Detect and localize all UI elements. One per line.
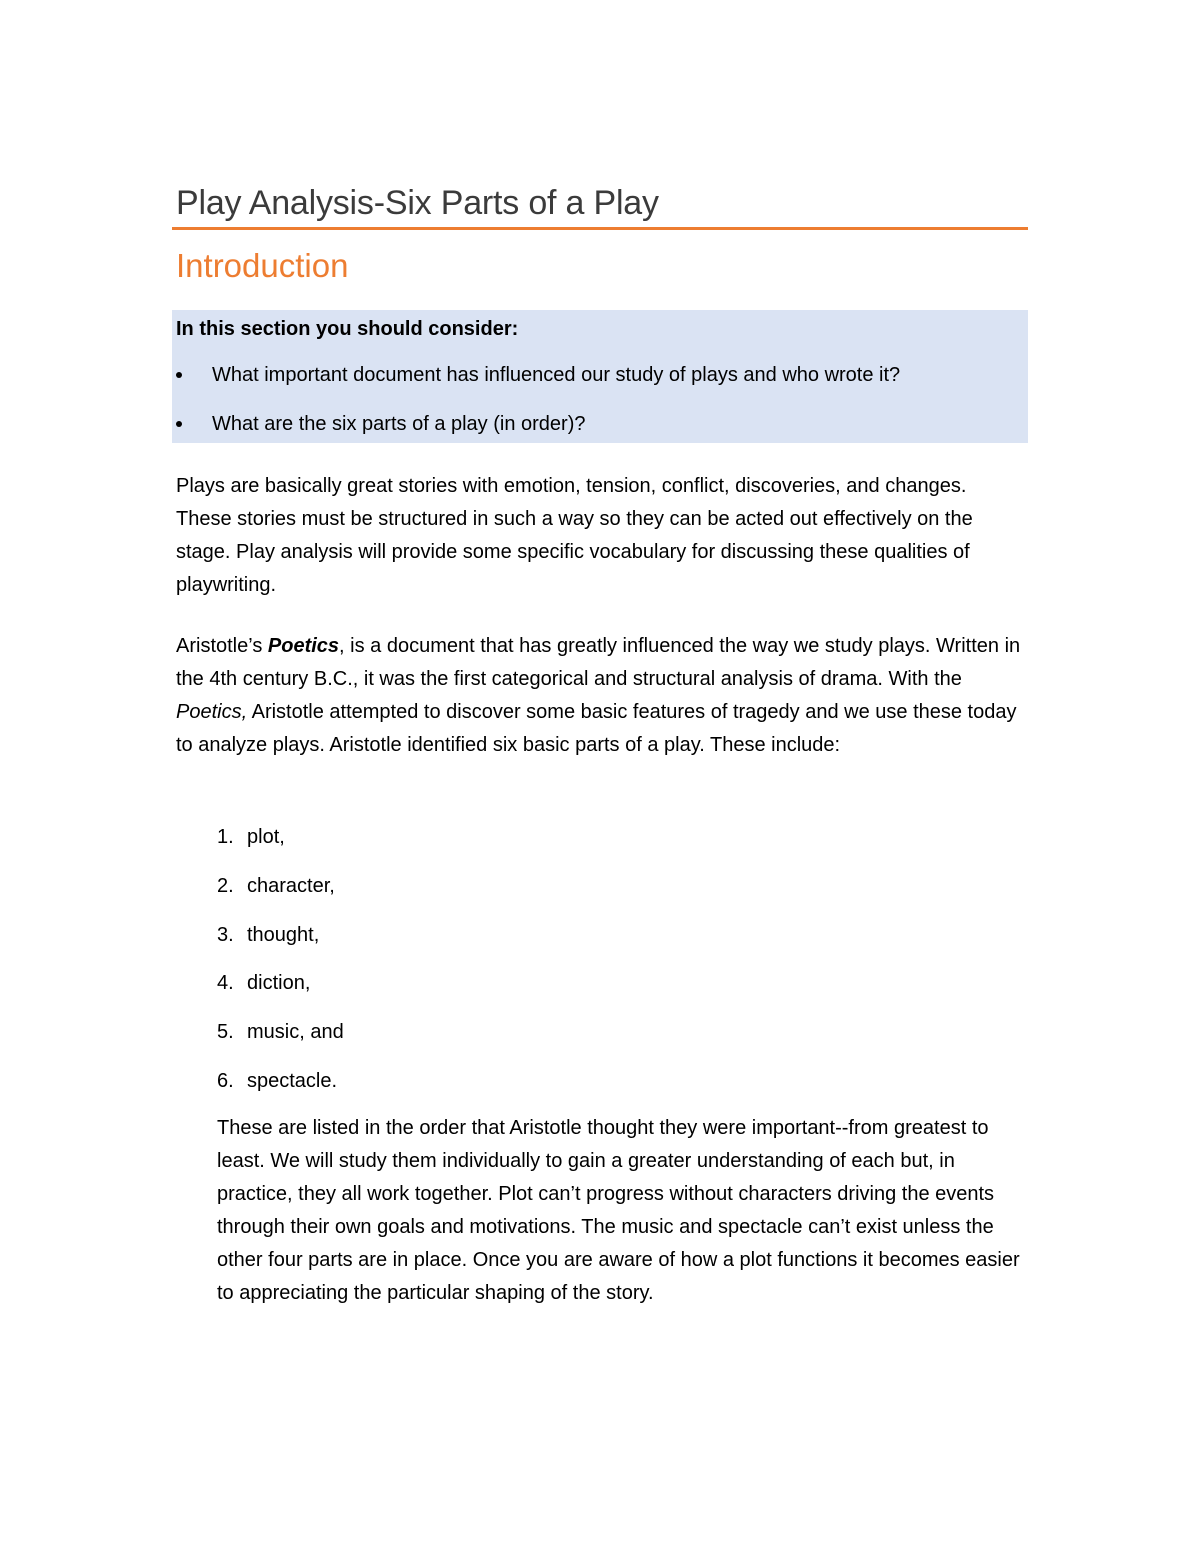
consider-box-title: In this section you should consider: xyxy=(176,318,519,340)
list-item-number: 2. xyxy=(217,874,234,897)
list-item-number: 1. xyxy=(217,826,234,848)
document-title: Play Analysis-Six Parts of a Play xyxy=(176,184,659,222)
poetics-paragraph xyxy=(176,630,1028,762)
list-item-text: plot, xyxy=(247,826,285,848)
list-item-number: 6. xyxy=(217,1069,234,1092)
list-item-text: character, xyxy=(247,874,335,897)
consider-bullet-item xyxy=(172,360,1028,390)
section-heading-introduction: Introduction xyxy=(176,247,349,284)
bullet-icon xyxy=(176,421,182,427)
list-item-text: thought, xyxy=(247,923,320,946)
consider-bullet-text: What important document has influenced our study of plays and who wrote it? xyxy=(212,364,901,386)
poetics-title-italic: Poetics, xyxy=(176,701,248,723)
poetics-paragraph-text: , is a document that has greatly influenced the way we study plays. Written in the 4th century B.C., it was the first categorical and structural analysis of drama. With the xyxy=(176,635,1021,690)
order-paragraph: These are listed in the order that Aristotle thought they were important--from greatest to least. We will study them individually to gain a greater understanding of each but, in practice, they all work together. Plot can’t progress without characters driving the events through their own goals and motivations. The music and spectacle can’t exist unless the other four parts are in place. Once you are aware of how a plot functions it becomes easier to appreciating the particular shaping of the story. xyxy=(217,1117,1020,1304)
list-item-text: diction, xyxy=(247,972,311,995)
list-item-number: 4. xyxy=(217,972,234,995)
list-item-text: music, and xyxy=(247,1021,344,1044)
poetics-title-emphasis: Poetics xyxy=(267,635,340,657)
consider-bullet-item xyxy=(172,409,1028,439)
poetics-paragraph-text: Aristotle attempted to discover some basic features of tragedy and we use these today to analyze plays. Aristotle identified six basic parts of a play. These include: xyxy=(176,701,1017,756)
list-item-number: 3. xyxy=(217,923,234,946)
list-item-text: spectacle. xyxy=(247,1069,338,1092)
bullet-icon xyxy=(176,372,182,378)
consider-callout-box xyxy=(172,310,1028,443)
consider-bullet-text: What are the six parts of a play (in order)? xyxy=(212,413,586,435)
list-item-number: 5. xyxy=(217,1021,234,1044)
title-underline-rule xyxy=(172,227,1028,230)
poetics-paragraph-text: Aristotle’s xyxy=(176,635,268,657)
intro-paragraph: Plays are basically great stories with emotion, tension, conflict, discoveries, and changes. These stories must be structured in such a way so they can be acted out effectively on the stage. Play analysis will provide some specific vocabulary for discussing these qualities of playwriting. xyxy=(176,475,973,596)
